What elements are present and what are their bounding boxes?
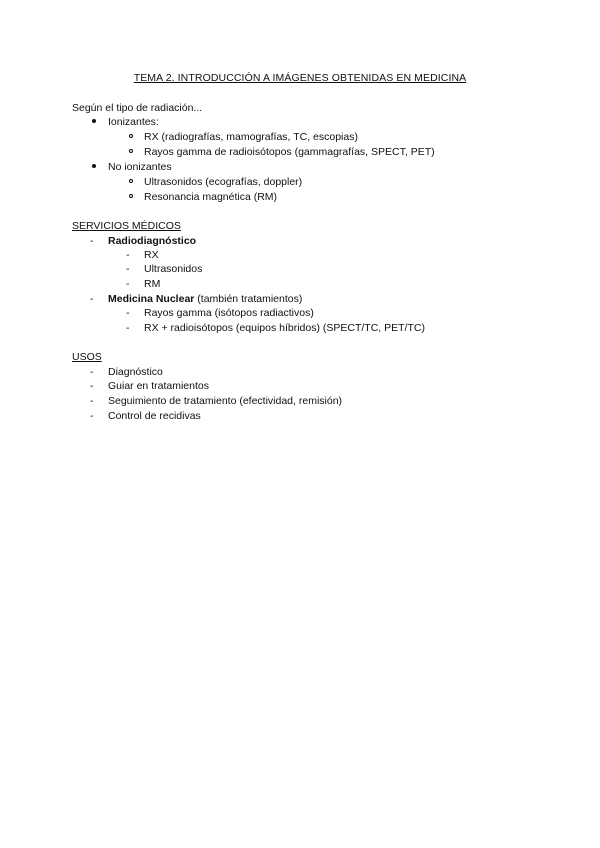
dash-marker: - <box>126 322 130 334</box>
list-item: Ultrasonidos (ecografías, doppler) <box>144 176 303 188</box>
list-item: Rayos gamma (isótopos radiactivos) <box>144 307 314 319</box>
list-item: Rayos gamma de radioisótopos (gammagrafías, SPECT, PET) <box>144 146 435 158</box>
document-title: TEMA 2. INTRODUCCIÓN A IMÁGENES OBTENIDAS EN MEDICINA <box>133 72 467 84</box>
list-item: Seguimiento de tratamiento (efectividad, remisión) <box>108 395 343 407</box>
dash-marker: - <box>126 263 130 275</box>
dash-marker: - <box>126 278 130 290</box>
list-item: Ultrasonidos <box>144 263 203 275</box>
dash-marker: - <box>90 380 94 392</box>
services-heading: SERVICIOS MÉDICOS <box>72 220 181 232</box>
non-ionizing-label: No ionizantes <box>108 161 172 173</box>
bullet-circle-icon <box>129 179 133 183</box>
dash-marker: - <box>90 366 94 378</box>
list-item: Diagnóstico <box>108 366 163 378</box>
bullet-dot-icon <box>92 119 96 123</box>
list-item: RX + radioisótopos (equipos híbridos) (SPECT/TC, PET/TC) <box>144 322 425 334</box>
list-item: RX (radiografías, mamografías, TC, escopias) <box>144 131 358 143</box>
list-item: RX <box>144 249 159 261</box>
list-item: Resonancia magnética (RM) <box>144 191 278 203</box>
list-item: Guiar en tratamientos <box>108 380 209 392</box>
list-item: Control de recidivas <box>108 410 201 422</box>
dash-marker: - <box>126 249 130 261</box>
ionizing-label: Ionizantes: <box>108 116 159 128</box>
bullet-dot-icon <box>92 164 96 168</box>
list-item: RM <box>144 278 161 290</box>
radiodiagnostico-label: Radiodiagnóstico <box>108 235 197 247</box>
dash-marker: - <box>90 235 94 247</box>
intro-text: Según el tipo de radiación... <box>72 102 203 114</box>
dash-marker: - <box>90 410 94 422</box>
medicina-nuclear-label: Medicina Nuclear <box>108 293 195 305</box>
medicina-nuclear-note: (también tratamientos) <box>197 293 303 305</box>
bullet-circle-icon <box>129 149 133 153</box>
dash-marker: - <box>90 293 94 305</box>
dash-marker: - <box>126 307 130 319</box>
bullet-circle-icon <box>129 194 133 198</box>
bullet-circle-icon <box>129 134 133 138</box>
medicina-nuclear-entry <box>108 292 302 306</box>
usos-heading: USOS <box>72 351 102 363</box>
dash-marker: - <box>90 395 94 407</box>
